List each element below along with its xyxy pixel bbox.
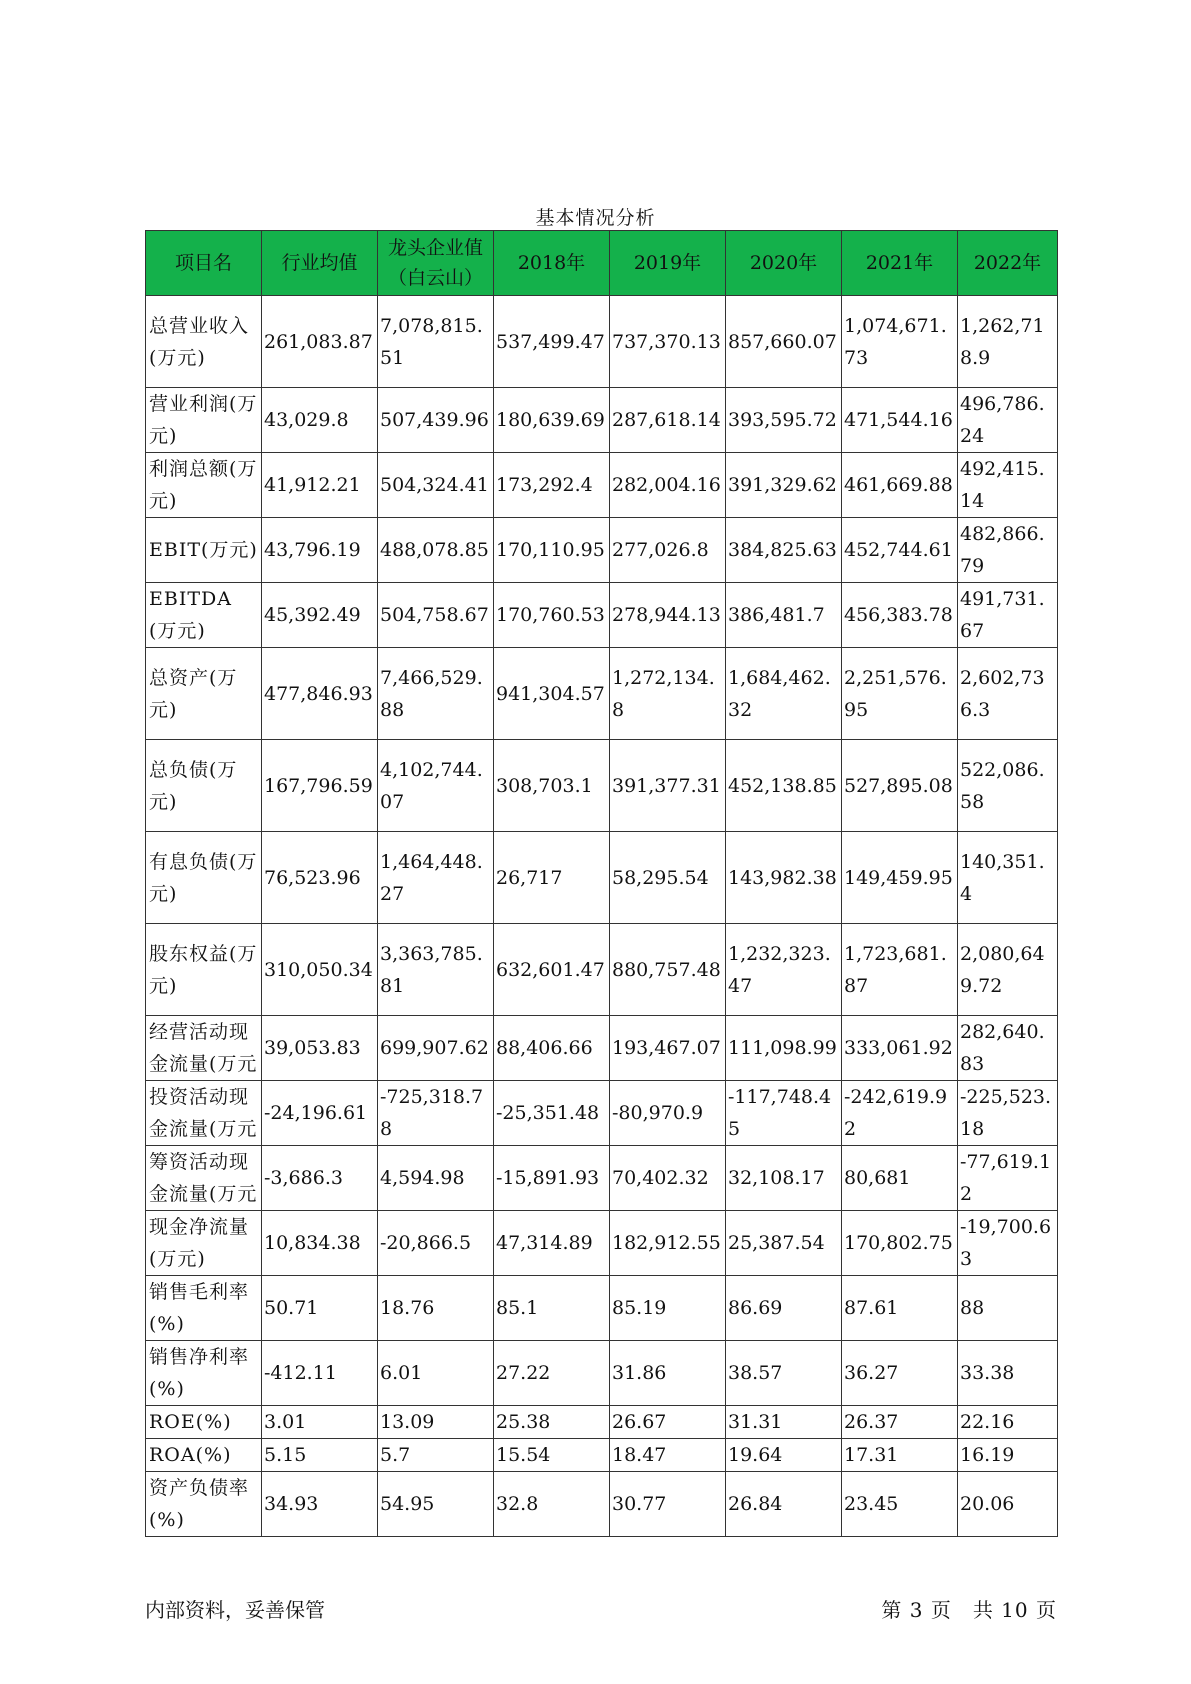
- table-cell: 737,370.13: [610, 296, 726, 388]
- table-cell: 54.95: [378, 1472, 494, 1537]
- table-cell: 941,304.57: [494, 648, 610, 740]
- table-cell: 140,351.4: [958, 832, 1058, 924]
- table-cell: 5.7: [378, 1439, 494, 1472]
- table-cell: 18.76: [378, 1276, 494, 1341]
- table-cell: 482,866.79: [958, 518, 1058, 583]
- table-cell: 45,392.49: [262, 583, 378, 648]
- table-cell: 167,796.59: [262, 740, 378, 832]
- header-row: [146, 231, 1058, 296]
- table-cell: 282,004.16: [610, 453, 726, 518]
- table-cell: 3.01: [262, 1406, 378, 1439]
- header-cell: 2020年: [726, 231, 842, 296]
- table-cell: 76,523.96: [262, 832, 378, 924]
- row-label: 总营业收入(万元): [146, 296, 262, 388]
- table-cell: 456,383.78: [842, 583, 958, 648]
- table-cell: 170,110.95: [494, 518, 610, 583]
- table-row: [146, 648, 1058, 740]
- table-cell: 5.15: [262, 1439, 378, 1472]
- row-label: 利润总额(万元): [146, 453, 262, 518]
- row-label: 销售净利率(%): [146, 1341, 262, 1406]
- table-cell: 182,912.55: [610, 1211, 726, 1276]
- table-cell: 477,846.93: [262, 648, 378, 740]
- table-cell: 452,744.61: [842, 518, 958, 583]
- table-cell: 278,944.13: [610, 583, 726, 648]
- table-cell: 391,377.31: [610, 740, 726, 832]
- header-cell: 2019年: [610, 231, 726, 296]
- table-row: [146, 518, 1058, 583]
- table-cell: 58,295.54: [610, 832, 726, 924]
- table-cell: 452,138.85: [726, 740, 842, 832]
- table-cell: 1,232,323.47: [726, 924, 842, 1016]
- table-cell: 32,108.17: [726, 1146, 842, 1211]
- row-label: 总负债(万元): [146, 740, 262, 832]
- row-label: 有息负债(万元): [146, 832, 262, 924]
- table-cell: -25,351.48: [494, 1081, 610, 1146]
- table-cell: 26.37: [842, 1406, 958, 1439]
- row-label: 经营活动现金流量(万元: [146, 1016, 262, 1081]
- table-cell: -15,891.93: [494, 1146, 610, 1211]
- table-caption: 基本情况分析: [535, 207, 656, 229]
- table-cell: 22.16: [958, 1406, 1058, 1439]
- row-label: 总资产(万元): [146, 648, 262, 740]
- table-cell: 287,618.14: [610, 388, 726, 453]
- table-cell: 880,757.48: [610, 924, 726, 1016]
- table-cell: 10,834.38: [262, 1211, 378, 1276]
- table-row: [146, 924, 1058, 1016]
- table-cell: 4,594.98: [378, 1146, 494, 1211]
- row-label: ROA(%): [146, 1439, 262, 1472]
- table-cell: 1,272,134.8: [610, 648, 726, 740]
- table-row: [146, 453, 1058, 518]
- row-label: 股东权益(万元): [146, 924, 262, 1016]
- table-row: [146, 1211, 1058, 1276]
- table-cell: -20,866.5: [378, 1211, 494, 1276]
- table-cell: 308,703.1: [494, 740, 610, 832]
- table-cell: 261,083.87: [262, 296, 378, 388]
- table-cell: 88,406.66: [494, 1016, 610, 1081]
- table-cell: 7,466,529.88: [378, 648, 494, 740]
- confidential-note: 内部资料，妥善保管: [145, 1598, 325, 1622]
- table-cell: 143,982.38: [726, 832, 842, 924]
- table-cell: 36.27: [842, 1341, 958, 1406]
- table-cell: 170,760.53: [494, 583, 610, 648]
- table-row: [146, 1146, 1058, 1211]
- header-cell: 2021年: [842, 231, 958, 296]
- table-cell: 47,314.89: [494, 1211, 610, 1276]
- table-cell: 86.69: [726, 1276, 842, 1341]
- table-cell: 4,102,744.07: [378, 740, 494, 832]
- table-cell: 111,098.99: [726, 1016, 842, 1081]
- table-cell: 30.77: [610, 1472, 726, 1537]
- table-cell: 333,061.92: [842, 1016, 958, 1081]
- table-cell: 193,467.07: [610, 1016, 726, 1081]
- table-cell: 23.45: [842, 1472, 958, 1537]
- table-cell: 1,684,462.32: [726, 648, 842, 740]
- table-cell: 39,053.83: [262, 1016, 378, 1081]
- table-cell: 13.09: [378, 1406, 494, 1439]
- table-cell: 504,324.41: [378, 453, 494, 518]
- table-cell: 857,660.07: [726, 296, 842, 388]
- table-cell: 38.57: [726, 1341, 842, 1406]
- table-cell: 20.06: [958, 1472, 1058, 1537]
- table-cell: 50.71: [262, 1276, 378, 1341]
- table-cell: -19,700.63: [958, 1211, 1058, 1276]
- table-cell: 26.67: [610, 1406, 726, 1439]
- table-cell: 18.47: [610, 1439, 726, 1472]
- row-label: 销售毛利率(%): [146, 1276, 262, 1341]
- page-number: 第 3 页 共 10 页: [881, 1598, 1057, 1622]
- table-cell: 170,802.75: [842, 1211, 958, 1276]
- table-cell: 488,078.85: [378, 518, 494, 583]
- table-cell: 537,499.47: [494, 296, 610, 388]
- table-cell: 32.8: [494, 1472, 610, 1537]
- table-cell: 491,731.67: [958, 583, 1058, 648]
- table-cell: -77,619.12: [958, 1146, 1058, 1211]
- table-cell: 527,895.08: [842, 740, 958, 832]
- table-cell: 632,601.47: [494, 924, 610, 1016]
- table-cell: -725,318.78: [378, 1081, 494, 1146]
- table-cell: 41,912.21: [262, 453, 378, 518]
- header-cell: 2018年: [494, 231, 610, 296]
- table-cell: 26,717: [494, 832, 610, 924]
- table-cell: 2,251,576.95: [842, 648, 958, 740]
- table-cell: 3,363,785.81: [378, 924, 494, 1016]
- table-cell: 16.19: [958, 1439, 1058, 1472]
- table-cell: 19.64: [726, 1439, 842, 1472]
- table-cell: -242,619.92: [842, 1081, 958, 1146]
- row-label: 营业利润(万元): [146, 388, 262, 453]
- table-cell: 1,723,681.87: [842, 924, 958, 1016]
- table-cell: 492,415.14: [958, 453, 1058, 518]
- header-cell: 龙头企业值（白云山）: [378, 231, 494, 296]
- table-row: [146, 1276, 1058, 1341]
- table-cell: -3,686.3: [262, 1146, 378, 1211]
- table-cell: 461,669.88: [842, 453, 958, 518]
- row-label: 现金净流量(万元): [146, 1211, 262, 1276]
- table-cell: 2,080,649.72: [958, 924, 1058, 1016]
- table-cell: 27.22: [494, 1341, 610, 1406]
- table-cell: 504,758.67: [378, 583, 494, 648]
- table-cell: 507,439.96: [378, 388, 494, 453]
- table-cell: 6.01: [378, 1341, 494, 1406]
- table-cell: 31.31: [726, 1406, 842, 1439]
- table-cell: 699,907.62: [378, 1016, 494, 1081]
- table-cell: 17.31: [842, 1439, 958, 1472]
- table-cell: 496,786.24: [958, 388, 1058, 453]
- table-cell: 1,262,718.9: [958, 296, 1058, 388]
- table-cell: 391,329.62: [726, 453, 842, 518]
- table-cell: 43,796.19: [262, 518, 378, 583]
- header-cell: 项目名: [146, 231, 262, 296]
- table-cell: 70,402.32: [610, 1146, 726, 1211]
- table-row: [146, 296, 1058, 388]
- table-cell: 1,464,448.27: [378, 832, 494, 924]
- table-cell: 25,387.54: [726, 1211, 842, 1276]
- table-cell: 310,050.34: [262, 924, 378, 1016]
- table-row: [146, 583, 1058, 648]
- table-cell: 25.38: [494, 1406, 610, 1439]
- row-label: 投资活动现金流量(万元: [146, 1081, 262, 1146]
- row-label: 筹资活动现金流量(万元: [146, 1146, 262, 1211]
- table-cell: 7,078,815.51: [378, 296, 494, 388]
- table-row: [146, 1472, 1058, 1537]
- row-label: EBIT(万元): [146, 518, 262, 583]
- header-cell: 行业均值: [262, 231, 378, 296]
- header-cell: 2022年: [958, 231, 1058, 296]
- table-cell: 26.84: [726, 1472, 842, 1537]
- table-cell: 85.19: [610, 1276, 726, 1341]
- table-row: [146, 1439, 1058, 1472]
- table-row: [146, 388, 1058, 453]
- table-cell: 88: [958, 1276, 1058, 1341]
- table-cell: -24,196.61: [262, 1081, 378, 1146]
- basic-analysis-table: [145, 230, 1058, 1537]
- table-cell: 386,481.7: [726, 583, 842, 648]
- row-label: EBITDA(万元): [146, 583, 262, 648]
- table-cell: 2,602,736.3: [958, 648, 1058, 740]
- table-cell: -412.11: [262, 1341, 378, 1406]
- table-row: [146, 1406, 1058, 1439]
- table-cell: 277,026.8: [610, 518, 726, 583]
- table-row: [146, 832, 1058, 924]
- table-row: [146, 1081, 1058, 1146]
- table-cell: 87.61: [842, 1276, 958, 1341]
- table-cell: 180,639.69: [494, 388, 610, 453]
- table-cell: -80,970.9: [610, 1081, 726, 1146]
- table-cell: 282,640.83: [958, 1016, 1058, 1081]
- table-cell: 85.1: [494, 1276, 610, 1341]
- table-cell: 31.86: [610, 1341, 726, 1406]
- table-cell: 393,595.72: [726, 388, 842, 453]
- table-cell: 80,681: [842, 1146, 958, 1211]
- table-cell: 15.54: [494, 1439, 610, 1472]
- table-row: [146, 1016, 1058, 1081]
- table-cell: 34.93: [262, 1472, 378, 1537]
- row-label: 资产负债率(%): [146, 1472, 262, 1537]
- table-cell: 43,029.8: [262, 388, 378, 453]
- row-label: ROE(%): [146, 1406, 262, 1439]
- table-cell: 173,292.4: [494, 453, 610, 518]
- table-cell: 471,544.16: [842, 388, 958, 453]
- table-cell: -117,748.45: [726, 1081, 842, 1146]
- table-cell: -225,523.18: [958, 1081, 1058, 1146]
- table-row: [146, 740, 1058, 832]
- table-cell: 522,086.58: [958, 740, 1058, 832]
- table-cell: 384,825.63: [726, 518, 842, 583]
- table-cell: 33.38: [958, 1341, 1058, 1406]
- table-cell: 149,459.95: [842, 832, 958, 924]
- table-cell: 1,074,671.73: [842, 296, 958, 388]
- table-row: [146, 1341, 1058, 1406]
